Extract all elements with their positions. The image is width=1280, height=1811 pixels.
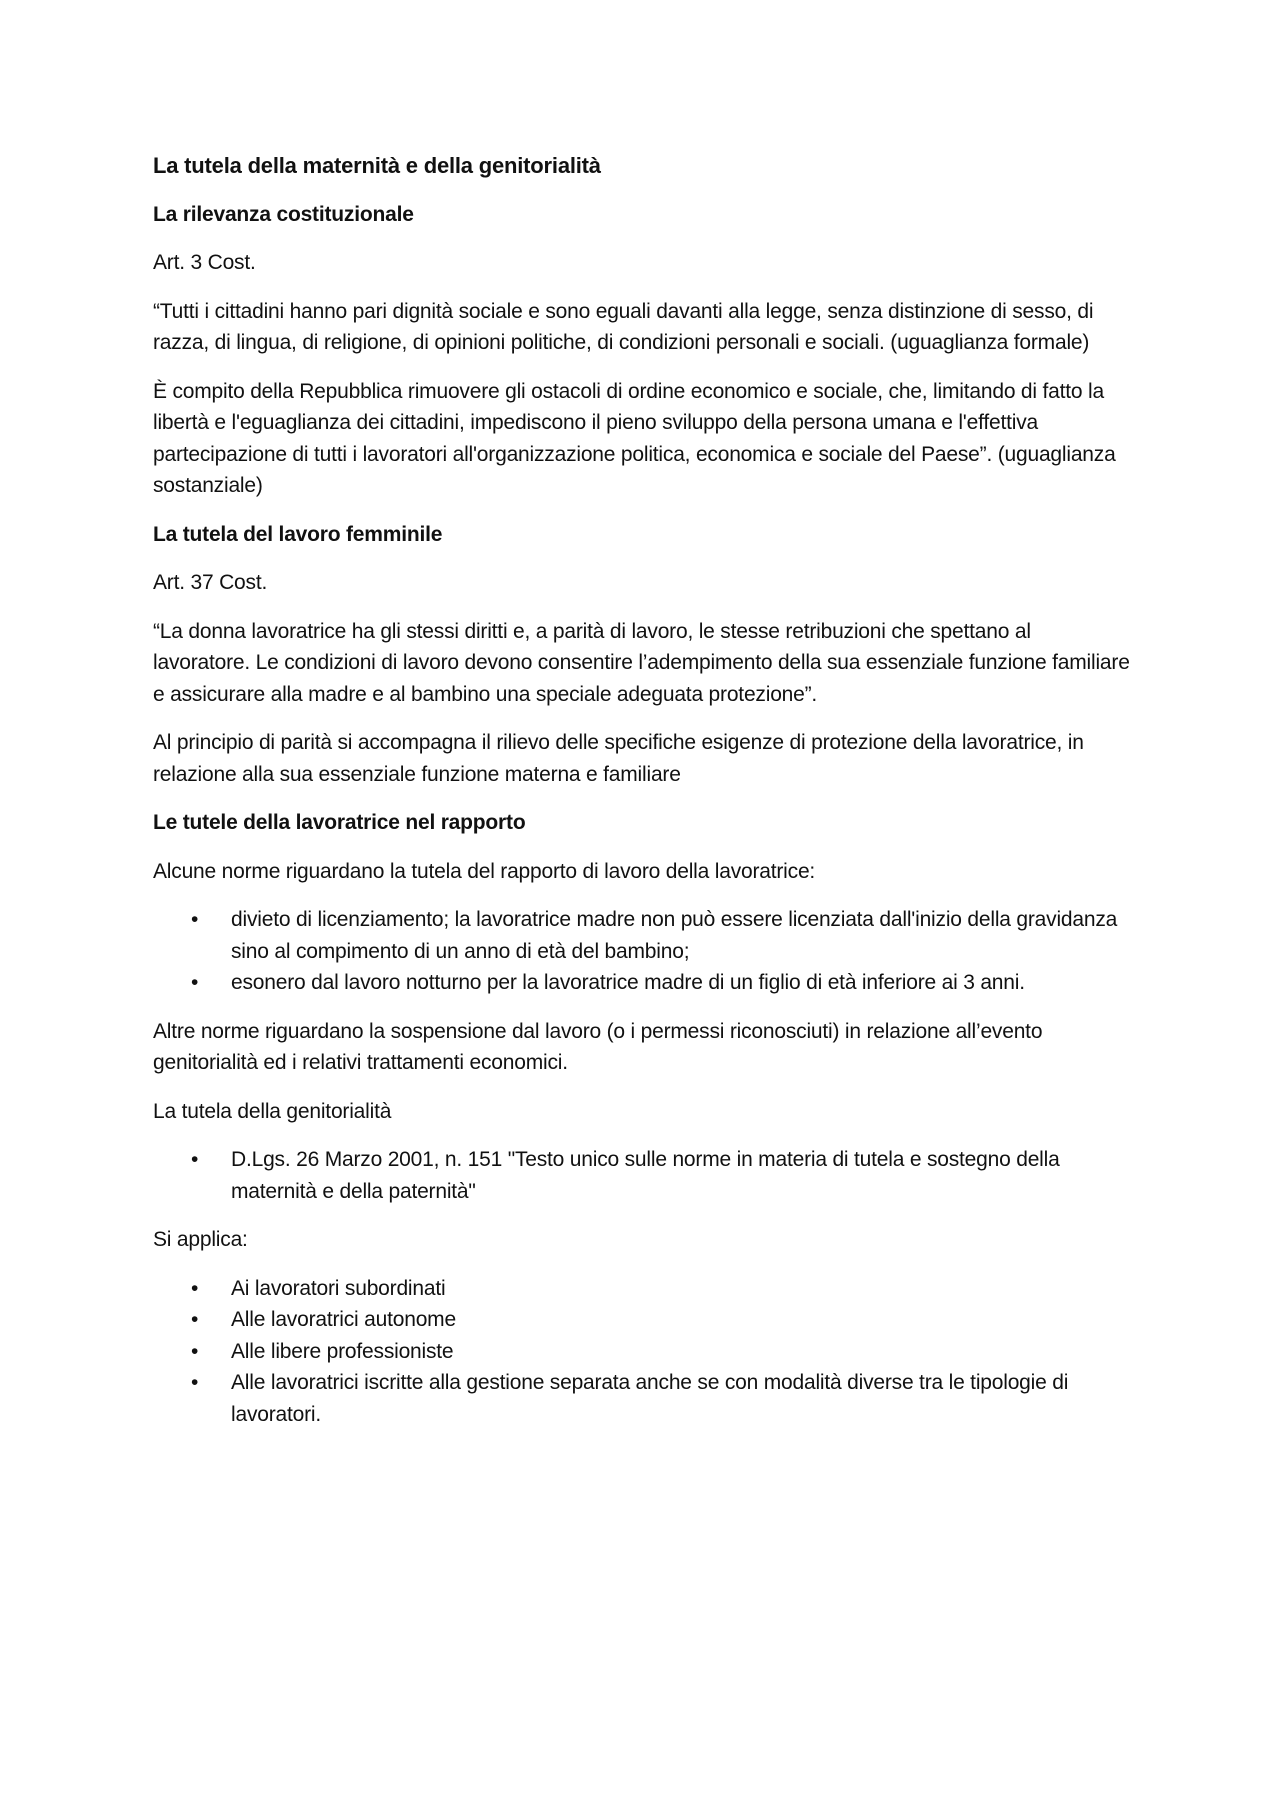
article-ref-art37: Art. 37 Cost. [153, 571, 268, 594]
tutele-intro: Alcune norme riguardano la tutela del rapporto di lavoro della lavoratrice: [153, 859, 816, 883]
quote-art37: “La donna lavoratrice ha gli stessi diritti e, a parità di lavoro, le stesse retribuzioni che spettano al lavoratore. Le condizioni di lavoro devono consentire l’adempimento della sua essenziale funzione familiare e assicurare alla madre e al bambino una speciale adeguata protezione”. [153, 619, 1130, 706]
law-list [153, 1144, 1133, 1207]
applies-label: Si applica: [153, 1228, 248, 1251]
applies-list [153, 1273, 1133, 1431]
section-heading-genitorialita: La tutela della genitorialità [153, 1099, 392, 1123]
list-item [153, 1367, 1133, 1430]
document-page [153, 150, 1133, 1447]
list-item-text: Alle lavoratrici autonome [231, 1308, 456, 1331]
article-ref-art3: Art. 3 Cost. [153, 251, 256, 274]
bullet-icon: • [191, 1148, 199, 1171]
parity-comment: Al principio di parità si accompagna il rilievo delle specifiche esigenze di protezione della lavoratrice, in relazione alla sua essenziale funzione materna e familiare [153, 731, 1084, 786]
bullet-icon: • [191, 1276, 199, 1300]
section-heading-rilevanza: La rilevanza costituzionale [153, 202, 414, 226]
list-item-text: Alle lavoratrici iscritte alla gestione separata anche se con modalità diverse tra le tipologie di lavoratori. [231, 1371, 1069, 1426]
list-item-text: Alle libere professioniste [231, 1339, 454, 1363]
bullet-icon: • [191, 1308, 199, 1331]
list-item-text: divieto di licenziamento; la lavoratrice madre non può essere licenziata dall'inizio della gravidanza sino al compimento di un anno di età del bambino; [231, 908, 1118, 963]
list-item-text: D.Lgs. 26 Marzo 2001, n. 151 "Testo unico sulle norme in materia di tutela e sostegno della maternità e della paternità" [231, 1148, 1060, 1203]
bullet-icon: • [191, 908, 199, 931]
section-heading-lavoro-femminile: La tutela del lavoro femminile [153, 522, 443, 546]
list-item [153, 967, 1133, 999]
list-item [153, 1273, 1133, 1305]
list-item [153, 1336, 1133, 1368]
bullet-icon: • [191, 1339, 199, 1363]
quote-art3-paragraph-1: “Tutti i cittadini hanno pari dignità sociale e sono eguali davanti alla legge, senza distinzione di sesso, di razza, di lingua, di religione, di opinioni politiche, di condizioni personali e sociali. (uguaglianza formale) [153, 299, 1094, 354]
document-title: La tutela della maternità e della genitorialità [153, 153, 601, 178]
tutele-list [153, 904, 1133, 999]
list-item-text: Ai lavoratori subordinati [231, 1276, 446, 1300]
quote-art3-paragraph-2: È compito della Repubblica rimuovere gli ostacoli di ordine economico e sociale, che, limitando di fatto la libertà e l'eguaglianza dei cittadini, impediscono il pieno sviluppo della persona umana e l'effettiva partecipazione di tutti i lavoratori all'organizzazione politica, economica e sociale del Paese”. (uguaglianza sostanziale) [153, 379, 1116, 497]
list-item [153, 1304, 1133, 1336]
other-norms-paragraph: Altre norme riguardano la sospensione dal lavoro (o i permessi riconosciuti) in relazione all’evento genitorialità ed i relativi trattamenti economici. [153, 1019, 1043, 1074]
section-heading-tutele-rapporto: Le tutele della lavoratrice nel rapporto [153, 811, 526, 834]
bullet-icon: • [191, 971, 199, 994]
list-item [153, 1144, 1133, 1207]
list-item-text: esonero dal lavoro notturno per la lavoratrice madre di un figlio di età inferiore ai 3 anni. [231, 971, 1025, 994]
list-item [153, 904, 1133, 967]
bullet-icon: • [191, 1371, 199, 1394]
